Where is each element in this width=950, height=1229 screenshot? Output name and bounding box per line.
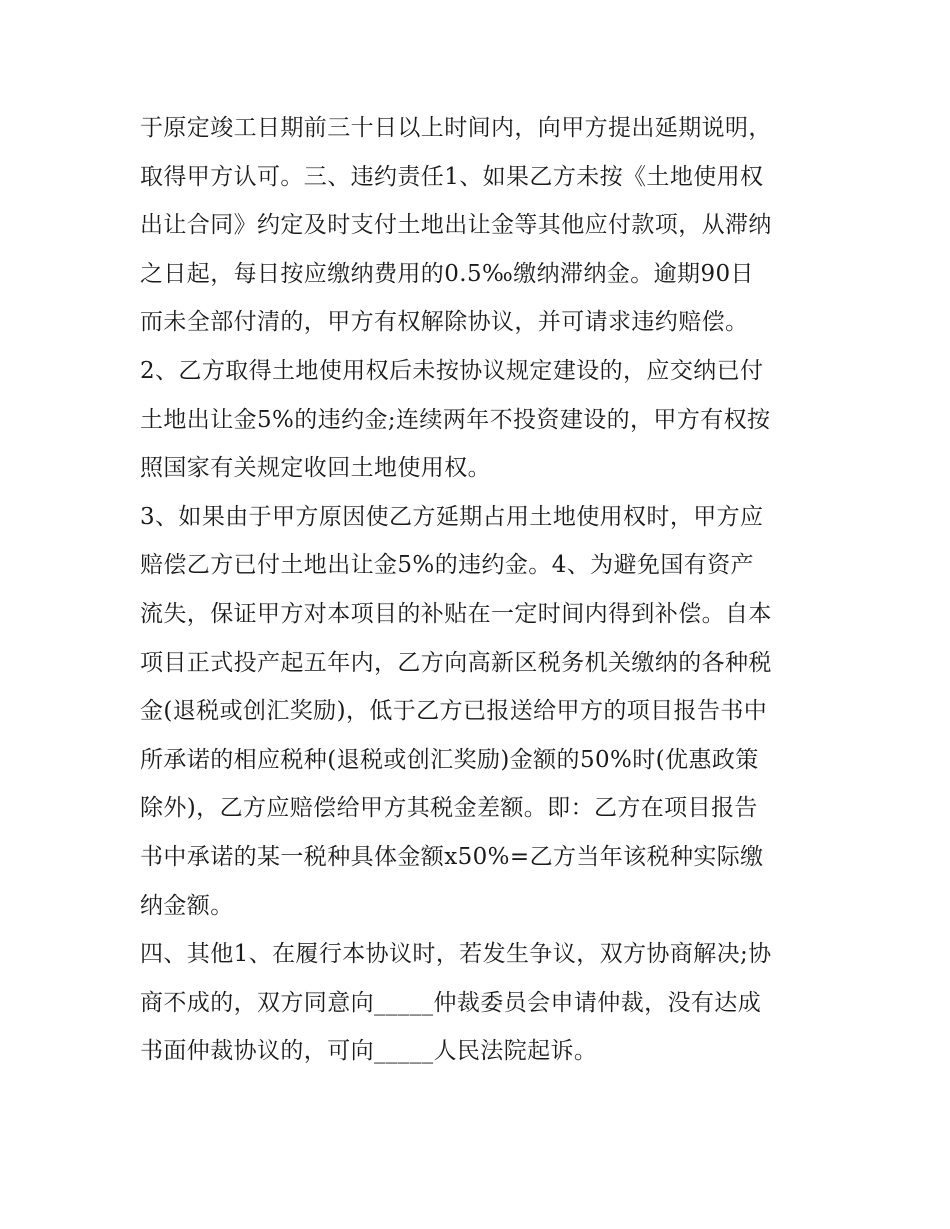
text-line: 3、如果由于甲方原因使乙方延期占用土地使用权时，甲方应 bbox=[140, 503, 764, 530]
text-line: 出让合同》约定及时支付土地出让金等其他应付款项，从滞纳 bbox=[140, 212, 772, 239]
text-line: 四、其他1、在履行本协议时，若发生争议，双方协商解决;协 bbox=[140, 941, 772, 968]
text-line: 土地出让金5%的违约金;连续两年不投资建设的，甲方有权按 bbox=[140, 406, 771, 433]
text-line: 书中承诺的某一税种具体金额x50%=乙方当年该税种实际缴 bbox=[140, 843, 764, 870]
text-line: 照国家有关规定收回土地使用权。 bbox=[140, 455, 491, 482]
text-line: 商不成的，双方同意向_____仲裁委员会申请仲裁，没有达成 bbox=[140, 989, 762, 1016]
text-line: 所承诺的相应税种(退税或创汇奖励)金额的50%时(优惠政策 bbox=[140, 746, 759, 773]
text-line: 2、乙方取得土地使用权后未按协议规定建设的，应交纳已付 bbox=[140, 357, 764, 384]
text-line: 项目正式投产起五年内，乙方向高新区税务机关缴纳的各种税 bbox=[140, 649, 772, 676]
text-line: 流失，保证甲方对本项目的补贴在一定时间内得到补偿。自本 bbox=[140, 600, 772, 627]
text-line: 取得甲方认可。三、违约责任1、如果乙方未按《土地使用权 bbox=[140, 163, 764, 190]
text-line: 赔偿乙方已付土地出让金5%的违约金。4、为避免国有资产 bbox=[140, 552, 754, 579]
text-line: 金(退税或创汇奖励)，低于乙方已报送给甲方的项目报告书中 bbox=[140, 698, 768, 725]
text-line: 书面仲裁协议的，可向_____人民法院起诉。 bbox=[140, 1038, 598, 1065]
text-line: 于原定竣工日期前三十日以上时间内，向甲方提出延期说明， bbox=[140, 115, 772, 141]
text-line: 除外)，乙方应赔偿给甲方其税金差额。即：乙方在项目报告 bbox=[140, 795, 758, 822]
text-line: 纳金额。 bbox=[140, 892, 234, 919]
text-line: 而未全部付清的，甲方有权解除协议，并可请求违约赔偿。 bbox=[140, 309, 749, 336]
contract-text-body bbox=[140, 104, 820, 1076]
text-line: 之日起，每日按应缴纳费用的0.5‰缴纳滞纳金。逾期90日 bbox=[140, 260, 754, 287]
